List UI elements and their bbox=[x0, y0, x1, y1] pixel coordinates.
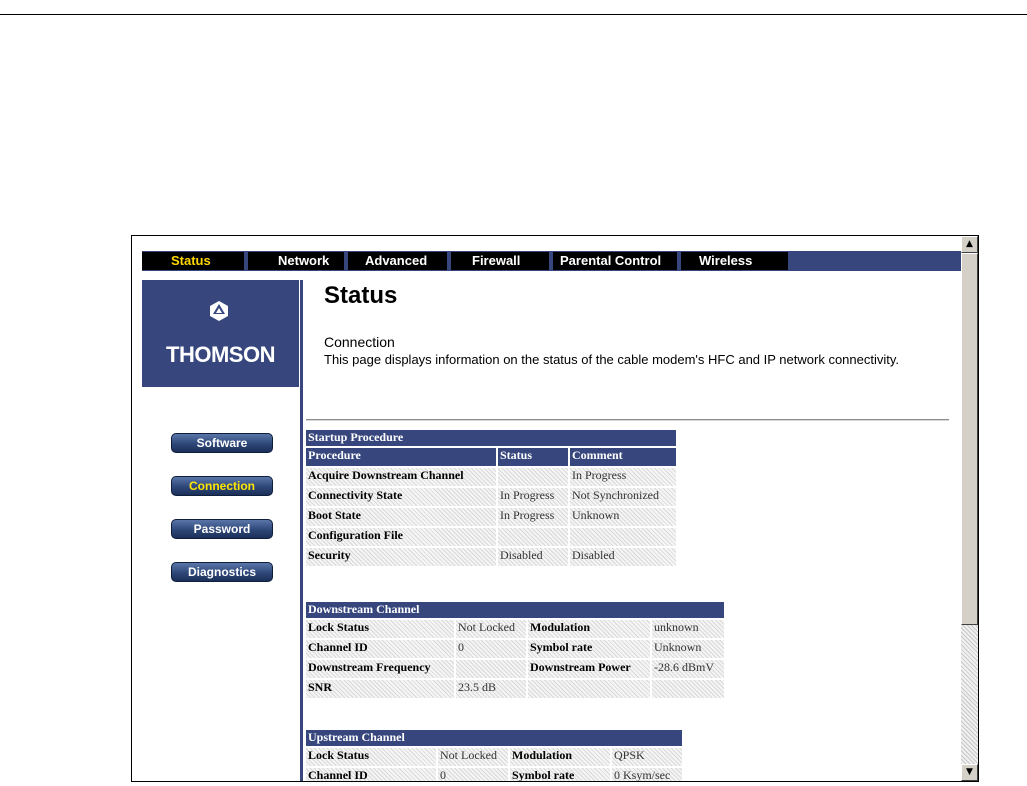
table-row bbox=[306, 548, 676, 568]
table-row bbox=[306, 640, 724, 660]
table-cell: Disabled bbox=[498, 548, 568, 568]
table-cell: 0 Ksym/sec bbox=[612, 768, 682, 781]
table-caption: Startup Procedure bbox=[306, 430, 676, 448]
table-cell: Not Synchronized bbox=[570, 488, 676, 508]
table-cell: Channel ID bbox=[306, 640, 454, 660]
top-nav bbox=[142, 251, 961, 271]
table-caption: Downstream Channel bbox=[306, 602, 724, 620]
table-caption: Upstream Channel bbox=[306, 730, 682, 748]
tab-advanced[interactable]: Advanced bbox=[348, 252, 447, 270]
table-row bbox=[306, 748, 682, 768]
startup-procedure-table bbox=[304, 430, 678, 568]
table-cell: Downstream Power bbox=[528, 660, 650, 680]
column-header: Status bbox=[498, 448, 568, 468]
column-header: Procedure bbox=[306, 448, 496, 468]
table-cell: In Progress bbox=[570, 468, 676, 488]
table-cell bbox=[498, 528, 568, 548]
tab-wireless[interactable]: Wireless bbox=[681, 252, 788, 270]
page-viewport bbox=[132, 236, 961, 781]
upstream-channel-table bbox=[304, 730, 684, 781]
page-title: Status bbox=[324, 282, 398, 309]
top-divider bbox=[0, 14, 1027, 15]
table-cell: SNR bbox=[306, 680, 454, 700]
thomson-logo-icon bbox=[208, 300, 230, 322]
table-cell: unknown bbox=[652, 620, 724, 640]
thomson-logo bbox=[142, 280, 299, 387]
table-cell: Boot State bbox=[306, 508, 496, 528]
table-cell: Unknown bbox=[652, 640, 724, 660]
table-row bbox=[306, 508, 676, 528]
table-cell: Security bbox=[306, 548, 496, 568]
column-header: Comment bbox=[570, 448, 676, 468]
section-title: Connection bbox=[324, 334, 395, 350]
browser-frame bbox=[131, 235, 979, 782]
table-row bbox=[306, 768, 682, 781]
table-cell: QPSK bbox=[612, 748, 682, 768]
scrollbar-thumb[interactable] bbox=[961, 253, 978, 625]
table-cell: 23.5 dB bbox=[456, 680, 526, 700]
scroll-up-arrow-icon[interactable]: ▲ bbox=[961, 236, 978, 253]
table-cell bbox=[652, 680, 724, 700]
table-cell: Modulation bbox=[510, 748, 610, 768]
table-row bbox=[306, 680, 724, 700]
sidebar-divider bbox=[300, 280, 303, 781]
table-cell: Configuration File bbox=[306, 528, 496, 548]
table-cell: Channel ID bbox=[306, 768, 436, 781]
table-cell: Symbol rate bbox=[528, 640, 650, 660]
table-cell: Not Locked bbox=[438, 748, 508, 768]
table-cell: Unknown bbox=[570, 508, 676, 528]
table-cell: Disabled bbox=[570, 548, 676, 568]
tab-status[interactable]: Status bbox=[142, 252, 244, 270]
table-row bbox=[306, 620, 724, 640]
tab-firewall[interactable]: Firewall bbox=[451, 252, 549, 270]
table-cell: Acquire Downstream Channel bbox=[306, 468, 496, 488]
table-cell bbox=[498, 468, 568, 488]
scroll-down-arrow-icon[interactable]: ▼ bbox=[961, 764, 978, 781]
table-header-row bbox=[306, 448, 676, 468]
table-row bbox=[306, 660, 724, 680]
connection-button[interactable]: Connection bbox=[171, 476, 273, 496]
table-cell bbox=[570, 528, 676, 548]
password-button[interactable]: Password bbox=[171, 519, 273, 539]
table-cell: Lock Status bbox=[306, 620, 454, 640]
vertical-scrollbar[interactable] bbox=[961, 236, 978, 781]
table-cell: Modulation bbox=[528, 620, 650, 640]
table-cell: 0 bbox=[438, 768, 508, 781]
content-divider bbox=[306, 419, 949, 421]
table-cell: Connectivity State bbox=[306, 488, 496, 508]
table-cell: Downstream Frequency bbox=[306, 660, 454, 680]
table-row bbox=[306, 528, 676, 548]
table-row bbox=[306, 468, 676, 488]
table-cell: Not Locked bbox=[456, 620, 526, 640]
software-button[interactable]: Software bbox=[171, 433, 273, 453]
downstream-channel-table bbox=[304, 602, 726, 700]
logo-text: THOMSON bbox=[166, 342, 275, 367]
table-row bbox=[306, 488, 676, 508]
table-cell: Symbol rate bbox=[510, 768, 610, 781]
table-cell: In Progress bbox=[498, 508, 568, 528]
diagnostics-button[interactable]: Diagnostics bbox=[171, 562, 273, 582]
page-description: This page displays information on the status of the cable modem's HFC and IP network connectivity. bbox=[324, 352, 900, 367]
table-cell: 0 bbox=[456, 640, 526, 660]
tab-network[interactable]: Network bbox=[248, 252, 344, 270]
tab-parental-control[interactable]: Parental Control bbox=[553, 252, 677, 270]
table-cell: Lock Status bbox=[306, 748, 436, 768]
table-cell: -28.6 dBmV bbox=[652, 660, 724, 680]
table-cell bbox=[456, 660, 526, 680]
table-cell: In Progress bbox=[498, 488, 568, 508]
table-cell bbox=[528, 680, 650, 700]
